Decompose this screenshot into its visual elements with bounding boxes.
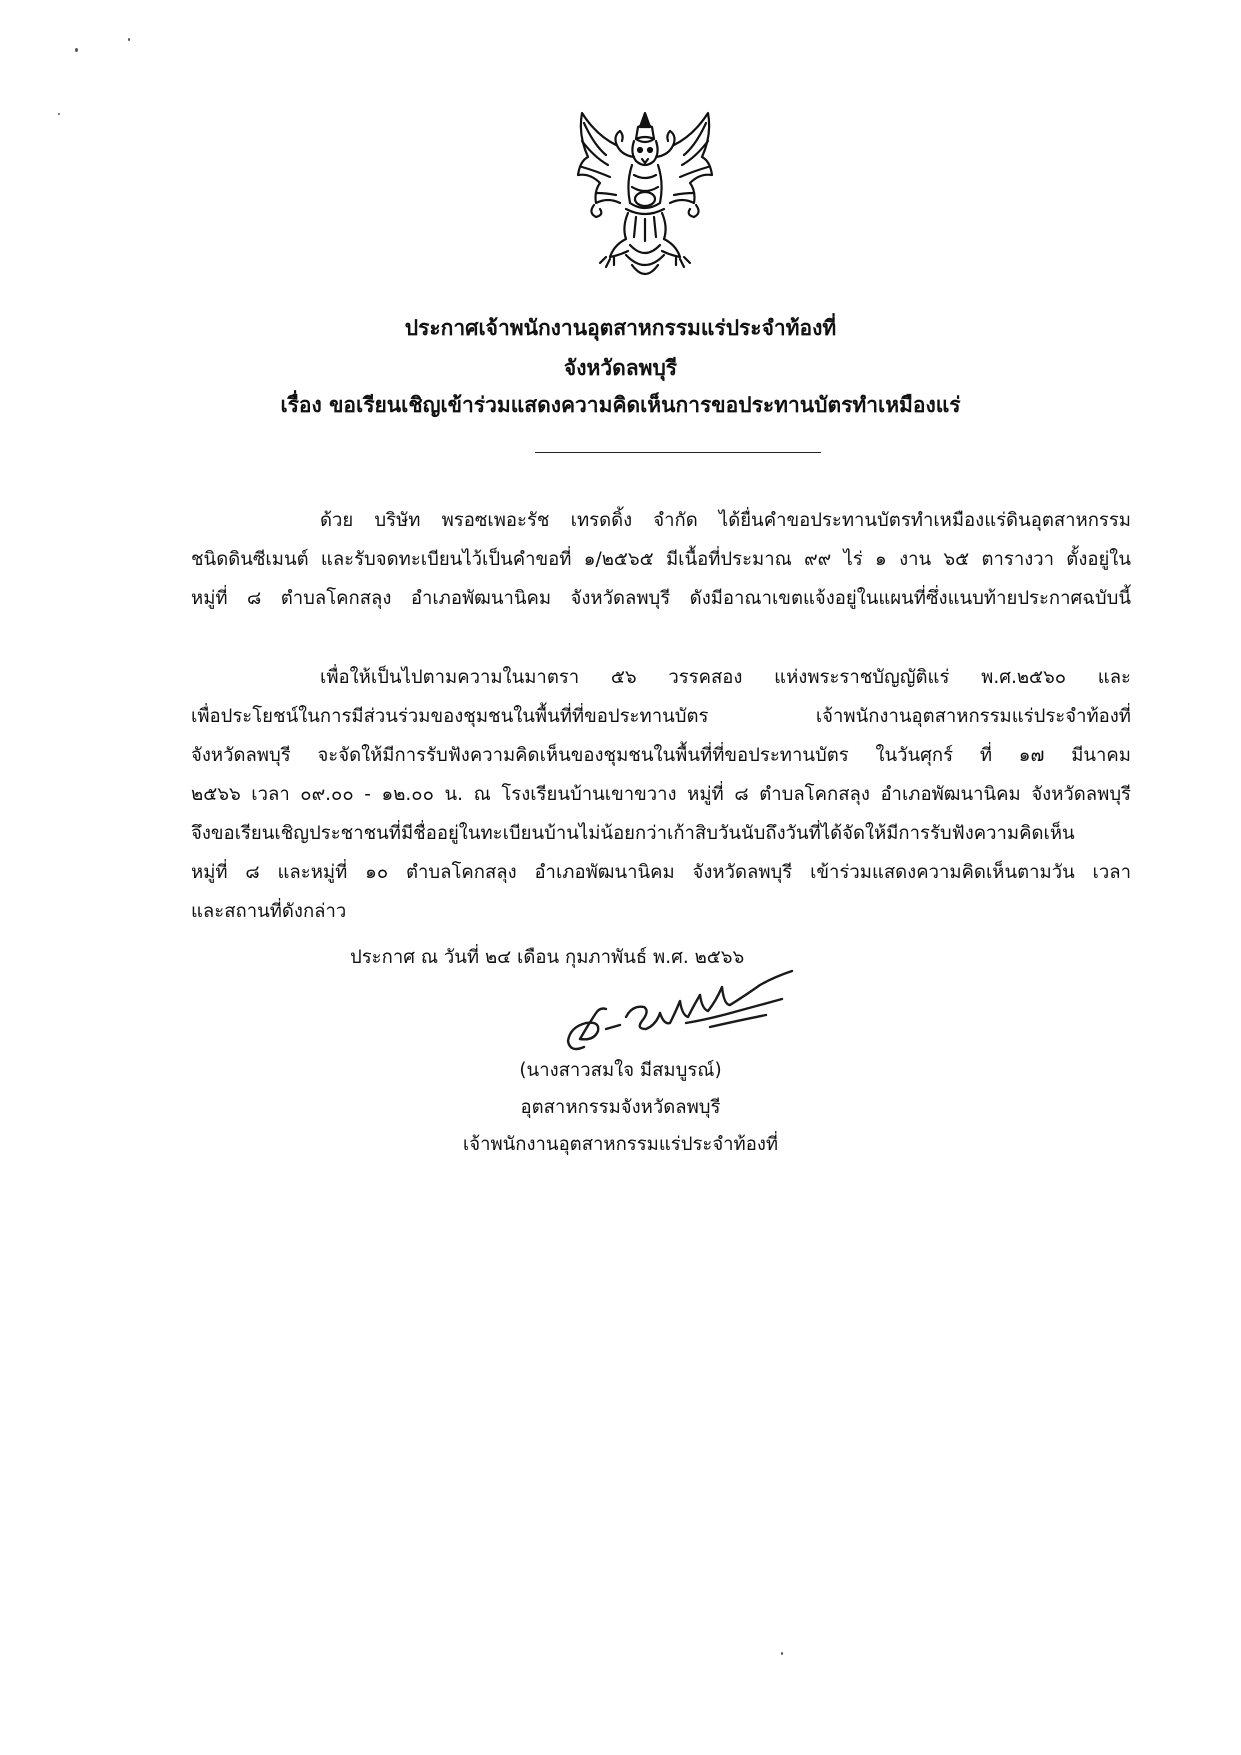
paragraph-2-line: จังหวัดลพบุรี จะจัดให้มีการรับฟังความคิดเห็นของชุมชนในพื้นที่ที่ขอประทานบัตร ในวันศุกร์ ที่ ๑๗ มีนาคม: [191, 745, 1131, 766]
paragraph-2-line: เพื่อให้เป็นไปตามความในมาตรา ๕๖ วรรคสอง แห่งพระราชบัญญัติแร่ พ.ศ.๒๕๖๐ และ: [320, 667, 1131, 688]
heading-divider: [535, 452, 821, 453]
paragraph-2-line: ๒๕๖๖ เวลา ๐๙.๐๐ - ๑๒.๐๐ น. ณ โรงเรียนบ้านเขาขวาง หมู่ที่ ๘ ตำบลโคกสลุง อำเภอพัฒนานิคม จังหวัดลพบุรี: [191, 784, 1131, 805]
paragraph-2-line: หมู่ที่ ๘ และหมู่ที่ ๑๐ ตำบลโคกสลุง อำเภอพัฒนานิคม จังหวัดลพบุรี เข้าร่วมแสดงความคิดเห็นตามวัน เวลา: [191, 862, 1131, 883]
scan-speck: [128, 38, 130, 41]
signer-name: (นางสาวสมใจ มีสมบูรณ์): [519, 1060, 722, 1081]
scan-speck: [781, 1652, 783, 1655]
handwritten-signature: [560, 965, 800, 1060]
scan-speck: [58, 113, 60, 115]
announcement-title: ประกาศเจ้าพนักงานอุตสาหกรรมแร่ประจำท้องที่: [404, 316, 837, 340]
province-title: จังหวัดลพบุรี: [563, 356, 678, 380]
paragraph-2-closing: และสถานที่ดังกล่าว: [191, 901, 347, 922]
paragraph-1-line: ด้วย บริษัท พรอซเพอะรัช เทรดดิ้ง จำกัด ได้ยื่นคำขอประทานบัตรทำเหมืองแร่ดินอุตสาหกรรม: [320, 510, 1131, 531]
paragraph-2-line: เพื่อประโยชน์ในการมีส่วนร่วมของชุมชนในพื้นที่ที่ขอประทานบัตร เจ้าพนักงานอุตสาหกรรมแร่ประจำท้องที่: [191, 706, 1131, 727]
announcement-date: ประกาศ ณ วันที่ ๒๔ เดือน กุมภาพันธ์ พ.ศ. ๒๕๖๖: [350, 947, 745, 968]
paragraph-2-line: จึงขอเรียนเชิญประชาชนที่มีชื่ออยู่ในทะเบียนบ้านไม่น้อยกว่าเก้าสิบวันนับถึงวันที่ได้จัดให้มีการรับฟังความคิดเห็น: [191, 823, 1075, 844]
garuda-emblem-icon: [570, 105, 720, 285]
signer-role: เจ้าพนักงานอุตสาหกรรมแร่ประจำท้องที่: [462, 1134, 779, 1155]
signer-position: อุตสาหกรรมจังหวัดลพบุรี: [520, 1097, 721, 1118]
scan-speck: [75, 48, 78, 52]
subject-line: เรื่อง ขอเรียนเชิญเข้าร่วมแสดงความคิดเห็นการขอประทานบัตรทำเหมืองแร่: [280, 393, 961, 417]
paragraph-1-line: ชนิดดินซีเมนต์ และรับจดทะเบียนไว้เป็นคำขอที่ ๑/๒๕๖๕ มีเนื้อที่ประมาณ ๙๙ ไร่ ๑ งาน ๖๕ ตารางวา ตั้งอยู่ใน: [191, 549, 1131, 570]
paragraph-1-line: หมู่ที่ ๘ ตำบลโคกสลุง อำเภอพัฒนานิคม จังหวัดลพบุรี ดังมีอาณาเขตแจ้งอยู่ในแผนที่ซึ่งแนบท้ายประกาศฉบับนี้: [191, 588, 1131, 609]
